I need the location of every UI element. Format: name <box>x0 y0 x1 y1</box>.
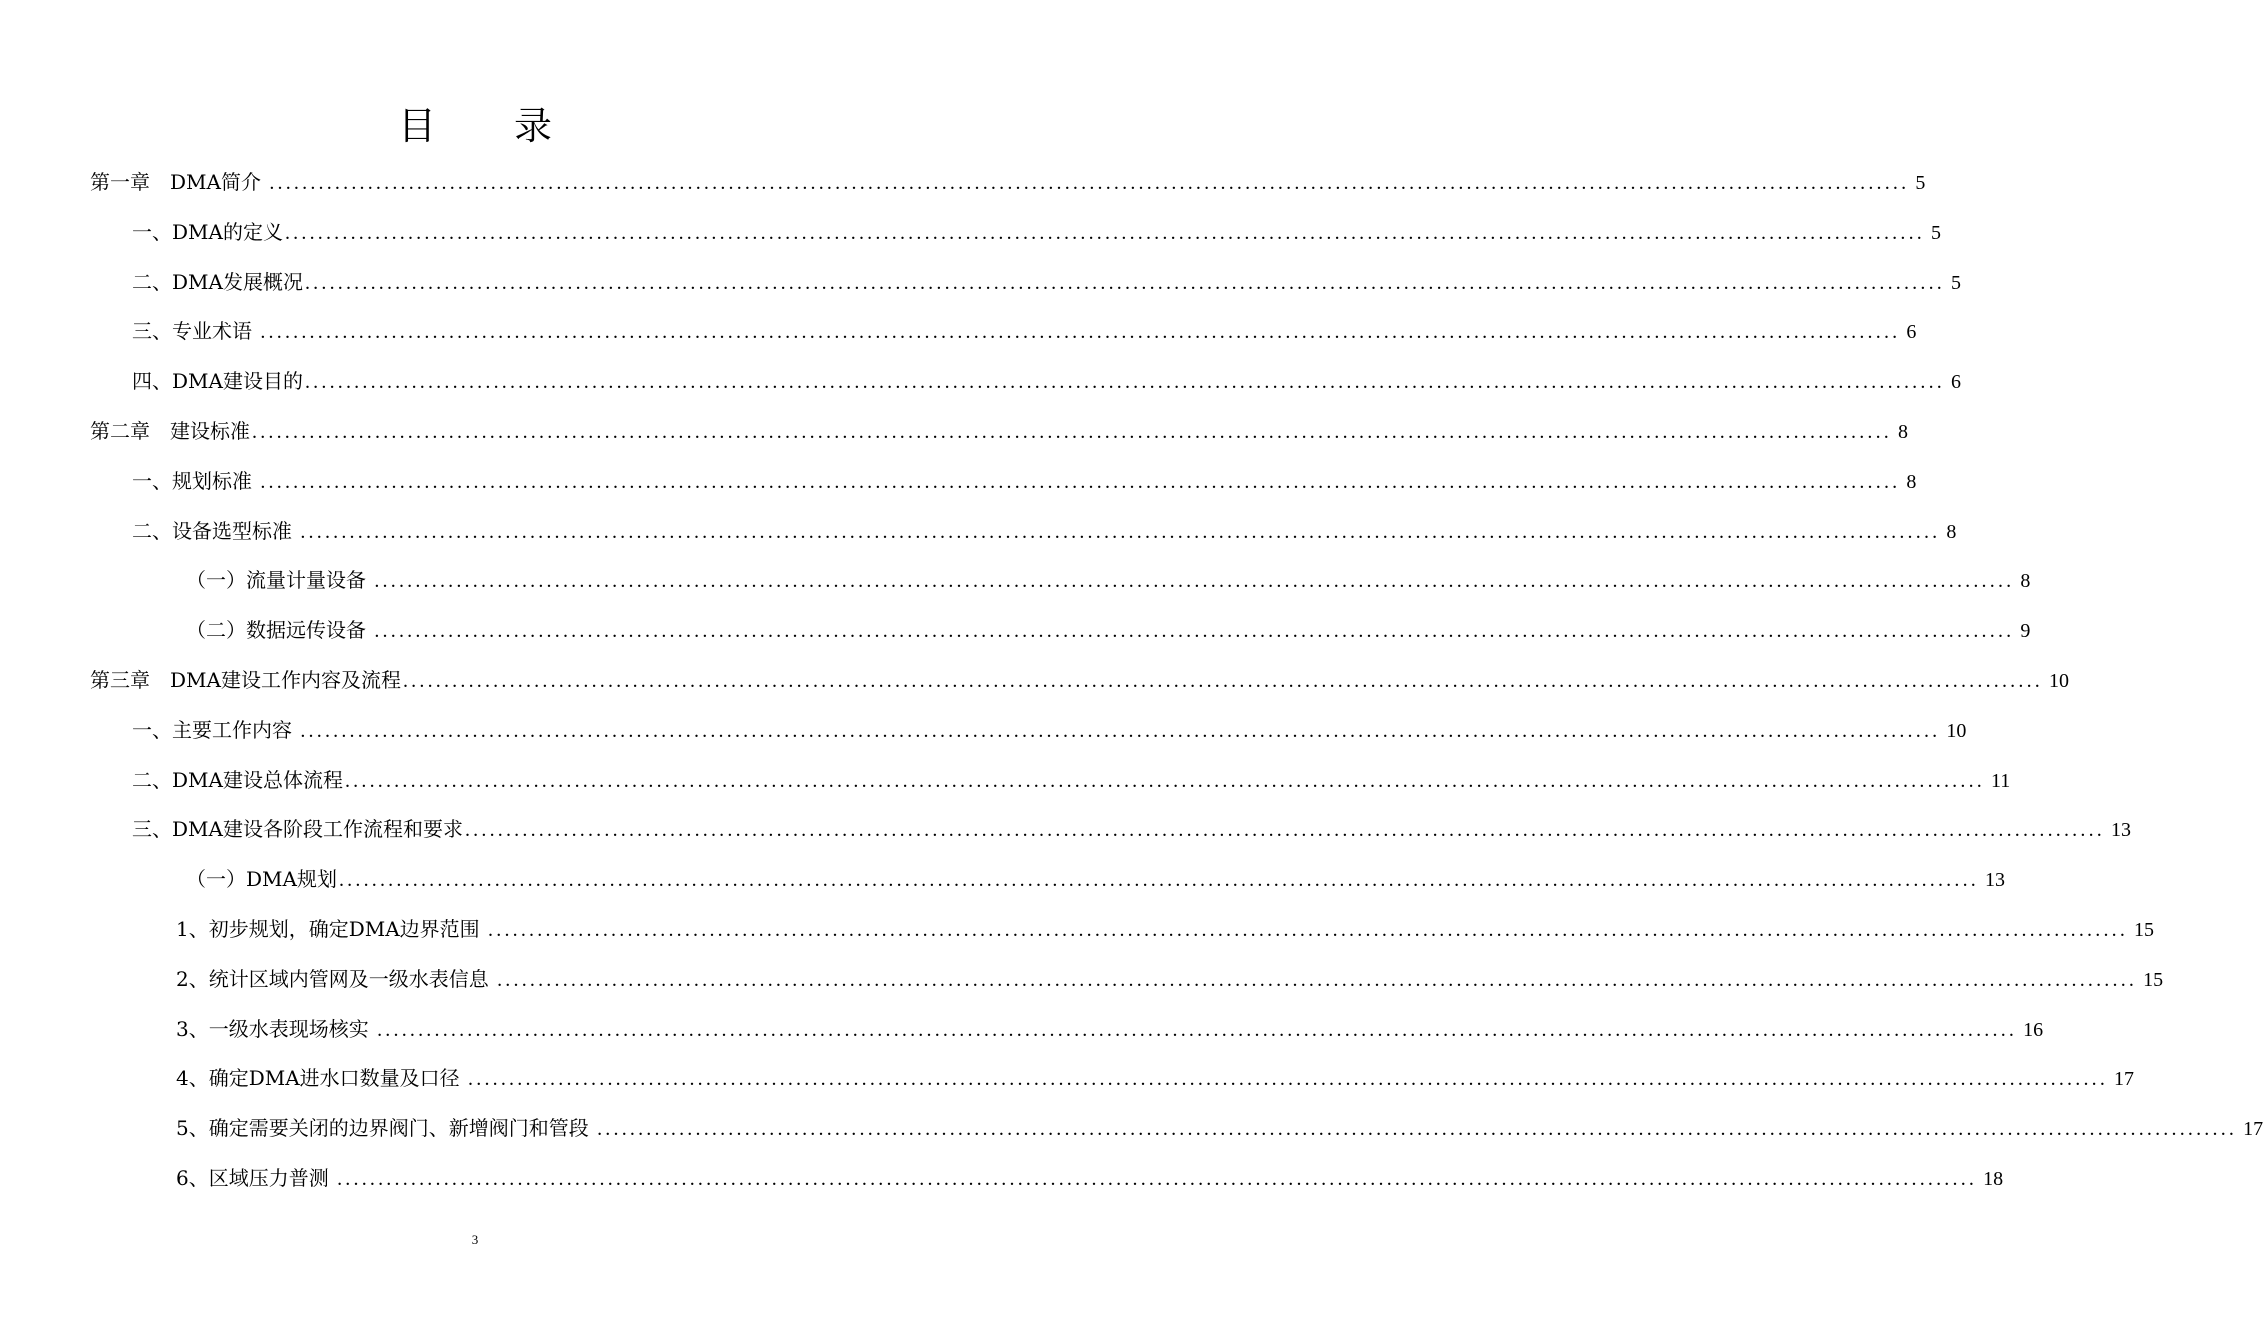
toc-entry-page-number: 17 <box>2243 1118 2263 1140</box>
toc-dot-leader: ........................................................................................................................................................................................................ <box>497 969 2138 991</box>
toc-entry[interactable] <box>132 511 1957 551</box>
toc-entry[interactable] <box>176 1058 2135 1098</box>
toc-entry-label: 3、一级水表现场核实 <box>176 1017 376 1041</box>
toc-entry-page-number: 11 <box>1990 770 2011 792</box>
toc-entry-page-number: 17 <box>2114 1068 2135 1090</box>
toc-entry-page-number: 15 <box>2134 919 2155 941</box>
toc-entry-page-number: 10 <box>2048 670 2069 692</box>
toc-entry-page-number: 18 <box>1983 1168 2004 1190</box>
toc-entry-page-number: 5 <box>1930 222 1941 244</box>
toc-entry[interactable] <box>132 262 1961 302</box>
toc-entry-label: 二、DMA发展概况 <box>132 270 303 294</box>
toc-entry-page-number: 13 <box>2110 819 2131 841</box>
toc-dot-leader: ........................................................................................................................................................................................................ <box>260 471 1901 493</box>
toc-entry-label: 第三章 DMA建设工作内容及流程 <box>90 668 401 692</box>
page-title-char-2: 录 <box>514 104 553 148</box>
toc-dot-leader: ........................................................................................................................................................................................................ <box>344 770 1985 792</box>
toc-entry-label: 四、DMA建设目的 <box>132 369 303 393</box>
toc-entry-page-number: 16 <box>2023 1019 2044 1041</box>
toc-entry-label: 二、设备选型标准 <box>132 519 299 543</box>
toc-entry-label: 4、确定DMA进水口数量及口径 <box>176 1066 467 1090</box>
toc-entry-page-number: 5 <box>1915 172 1926 194</box>
toc-entry-page-number: 5 <box>1950 272 1961 294</box>
toc-entry-page-number: 6 <box>1906 321 1917 343</box>
toc-dot-leader: ........................................................................................................................................................................................................ <box>464 819 2105 841</box>
toc-entry-label: （一）流量计量设备 <box>186 568 373 592</box>
toc-entry[interactable] <box>132 212 1941 252</box>
toc-entry[interactable] <box>132 760 2011 800</box>
toc-entry-page-number: 10 <box>1946 720 1967 742</box>
toc-dot-leader: ........................................................................................................................................................................................................ <box>304 272 1945 294</box>
toc-dot-leader: ........................................................................................................................................................................................................ <box>252 421 1892 443</box>
toc-dot-leader: ........................................................................................................................................................................................................ <box>300 720 1941 742</box>
toc-entry[interactable] <box>186 610 2031 650</box>
toc-entry-page-number: 9 <box>2020 620 2031 642</box>
toc-entry[interactable] <box>186 560 2031 600</box>
toc-entry[interactable] <box>186 859 2005 899</box>
toc-dot-leader: ........................................................................................................................................................................................................ <box>377 1019 2018 1041</box>
toc-entry-page-number: 6 <box>1950 371 1961 393</box>
toc-entry-label: （二）数据远传设备 <box>186 618 373 642</box>
toc-dot-leader: ........................................................................................................................................................................................................ <box>284 222 1925 244</box>
toc-entry-page-number: 8 <box>2020 570 2031 592</box>
toc-dot-leader: ........................................................................................................................................................................................................ <box>488 919 2129 941</box>
footer-page-number: 3 <box>471 1232 479 1247</box>
toc-dot-leader: ........................................................................................................................................................................................................ <box>468 1068 2109 1090</box>
toc-dot-leader: ........................................................................................................................................................................................................ <box>374 570 2015 592</box>
toc-entry[interactable] <box>176 1158 2004 1198</box>
toc-entry[interactable] <box>90 411 1908 451</box>
toc-entry[interactable] <box>176 909 2155 949</box>
toc-entry-page-number: 8 <box>1946 521 1957 543</box>
toc-entry-label: 三、专业术语 <box>132 319 259 343</box>
toc-entry[interactable] <box>132 361 1961 401</box>
toc-entry[interactable] <box>132 311 1917 351</box>
toc-dot-leader: ........................................................................................................................................................................................................ <box>597 1118 2238 1140</box>
toc-entry-label: 6、区域压力普测 <box>176 1166 336 1190</box>
toc-entry-page-number: 8 <box>1906 471 1917 493</box>
toc-dot-leader: ........................................................................................................................................................................................................ <box>260 321 1901 343</box>
toc-entry[interactable] <box>90 162 1926 202</box>
toc-entry[interactable] <box>132 461 1917 501</box>
toc-entry[interactable] <box>176 959 2164 999</box>
toc-entry[interactable] <box>176 1108 2263 1148</box>
toc-dot-leader: ........................................................................................................................................................................................................ <box>374 620 2015 642</box>
toc-entry-label: 一、DMA的定义 <box>132 220 283 244</box>
page-title <box>0 98 950 154</box>
toc-entry-page-number: 13 <box>1984 869 2005 891</box>
toc-entry-label: 第二章 建设标准 <box>90 419 250 443</box>
toc-entry[interactable] <box>132 809 2131 849</box>
toc-dot-leader: ........................................................................................................................................................................................................ <box>300 521 1941 543</box>
toc-dot-leader: ........................................................................................................................................................................................................ <box>338 869 1979 891</box>
toc-entry[interactable] <box>132 710 1967 750</box>
toc-entry-page-number: 8 <box>1898 421 1908 443</box>
toc-dot-leader: ........................................................................................................................................................................................................ <box>337 1168 1978 1190</box>
toc-entry-label: 2、统计区域内管网及一级水表信息 <box>176 967 496 991</box>
toc-entry-label: 三、DMA建设各阶段工作流程和要求 <box>132 817 463 841</box>
toc-dot-leader: ........................................................................................................................................................................................................ <box>269 172 1910 194</box>
toc-dot-leader: ........................................................................................................................................................................................................ <box>402 670 2043 692</box>
toc-entry-page-number: 15 <box>2143 969 2164 991</box>
toc-entry-label: 一、规划标准 <box>132 469 259 493</box>
toc-entry-label: （一）DMA规划 <box>186 867 337 891</box>
toc-entry-label: 一、主要工作内容 <box>132 718 299 742</box>
toc-entry-label: 1、初步规划，确定DMA边界范围 <box>176 917 487 941</box>
page-title-char-1: 目 <box>397 104 436 148</box>
toc-entry-label: 5、确定需要关闭的边界阀门、新增阀门和管段 <box>176 1116 596 1140</box>
toc-dot-leader: ........................................................................................................................................................................................................ <box>304 371 1945 393</box>
toc-entry[interactable] <box>90 660 2069 700</box>
toc-entry-label: 第一章 DMA简介 <box>90 170 268 194</box>
toc-entry[interactable] <box>176 1009 2044 1049</box>
toc-entry-label: 二、DMA建设总体流程 <box>132 768 343 792</box>
